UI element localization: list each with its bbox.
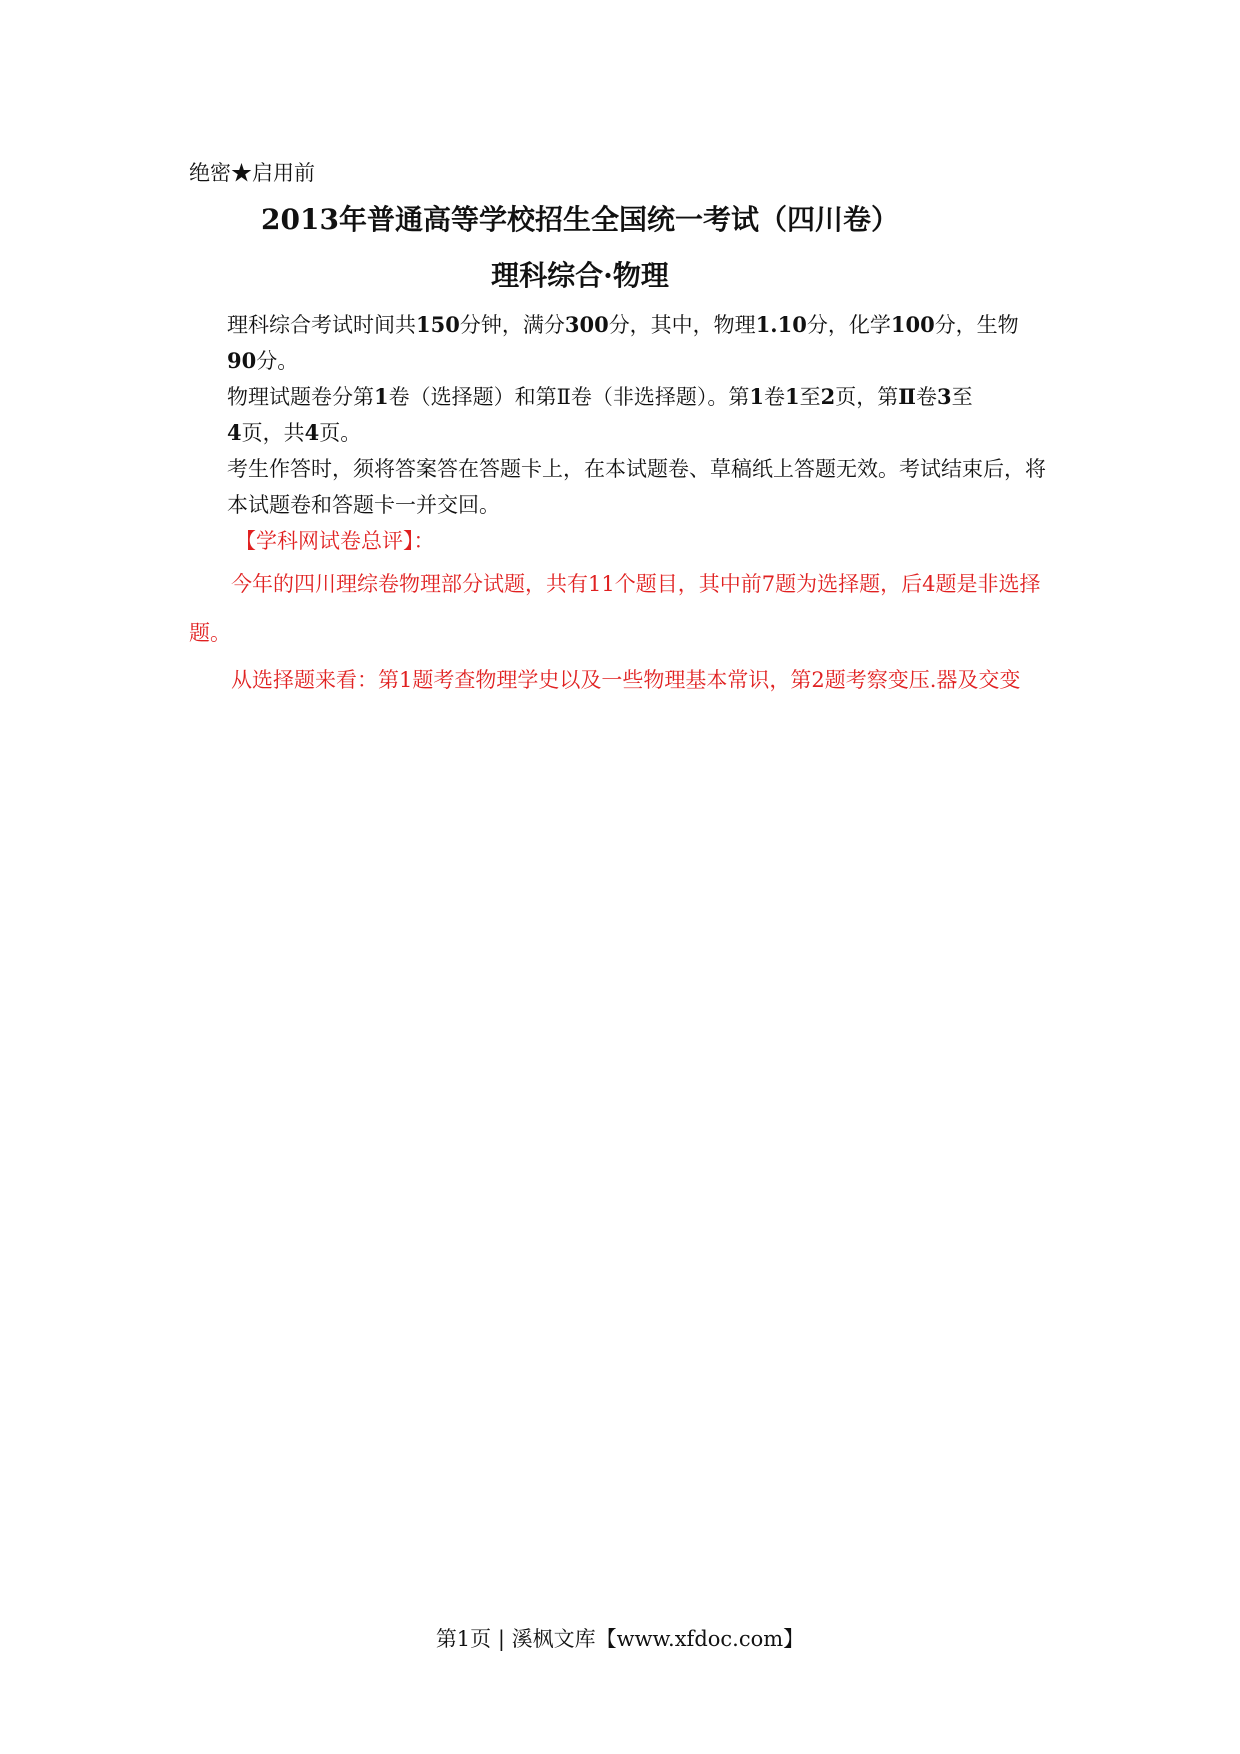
review-paragraph-1: [189, 560, 1059, 658]
exam-title: 2013年普通高等学校招生全国统一考试（四川卷）: [261, 203, 899, 236]
text-fragment: 页，共: [241, 421, 305, 445]
text-fragment: 卷: [764, 385, 786, 409]
number-fragment: 3: [936, 384, 952, 409]
instruction-paper-structure: [227, 379, 1057, 451]
number-fragment: 90: [227, 348, 257, 373]
number-fragment: 2: [820, 384, 836, 409]
page-footer: 第1页 | 溪枫文库【www.xfdoc.com】: [435, 1627, 805, 1651]
text-fragment: 分。: [256, 349, 299, 373]
number-fragment: 150: [416, 312, 460, 337]
text-fragment: 分，其中，物理: [608, 313, 756, 337]
review-heading: 【学科网试卷总评】：: [235, 529, 435, 553]
confidential-label: 绝密★启用前: [189, 161, 315, 185]
text-fragment: 页，第: [835, 385, 899, 409]
number-fragment: Ⅱ: [898, 384, 916, 409]
review-text: 从选择题来看：第1题考查物理学史以及一些物理基本常识，第2题考察变压.器及交变: [231, 668, 1021, 692]
exam-instructions: [227, 307, 1057, 523]
instruction-answer-rules: 考生作答时，须将答案答在答题卡上，在本试题卷、草稿纸上答题无效。考试结束后，将本试题卷和答题卡一并交回。: [227, 457, 1046, 517]
number-fragment: 1: [374, 384, 389, 409]
number-fragment: 1: [785, 384, 800, 409]
text-fragment: 至: [799, 385, 821, 409]
review-paragraph-2: [189, 656, 1059, 705]
number-fragment: 4: [227, 420, 242, 445]
review-text: 今年的四川理综卷物理部分试题，共有11个题目，其中前7题为选择题，后4题是非选择题。: [189, 572, 1041, 645]
text-fragment: 分钟，满分: [459, 313, 565, 337]
text-fragment: 分，化学: [806, 313, 891, 337]
number-fragment: 300: [564, 312, 609, 337]
number-fragment: 1.10: [755, 312, 807, 337]
number-fragment: 1: [749, 384, 765, 409]
text-fragment: 理科综合考试时间共: [227, 313, 416, 337]
text-fragment: 分，生物: [934, 313, 1019, 337]
number-fragment: 100: [890, 312, 935, 337]
instruction-time-score: [227, 307, 1057, 379]
exam-subtitle: 理科综合·物理: [491, 259, 669, 292]
text-fragment: 物理试题卷分第: [227, 385, 374, 409]
text-fragment: 卷（选择题）和第Ⅱ卷（非选择题）。第: [388, 385, 750, 409]
number-fragment: 4: [304, 420, 320, 445]
text-fragment: 页。: [319, 421, 362, 445]
text-fragment: 卷: [915, 385, 937, 409]
text-fragment: 至: [951, 385, 973, 409]
